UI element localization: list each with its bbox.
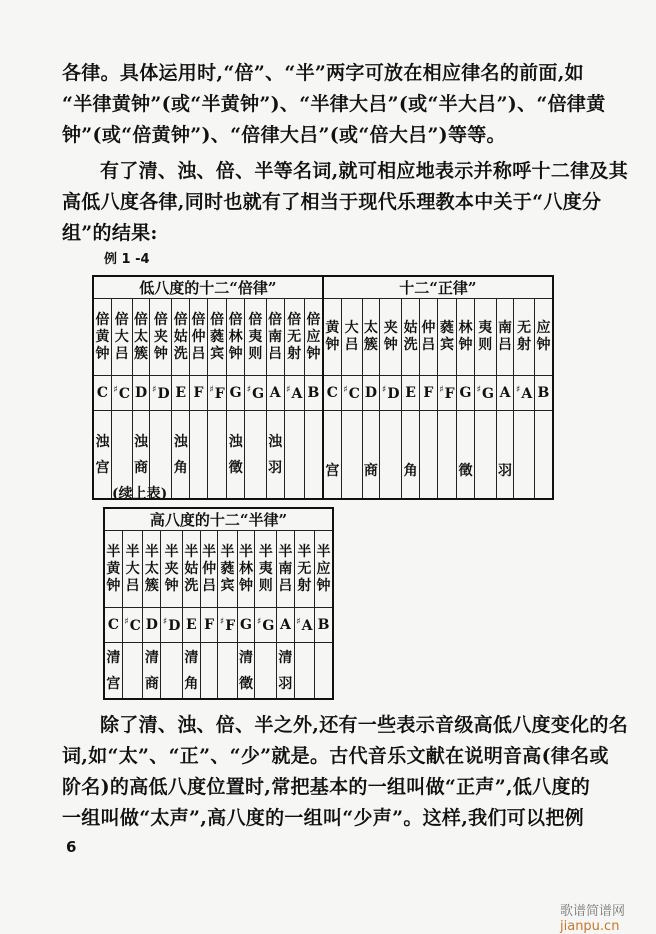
pitch-name: 倍夷则	[248, 311, 263, 362]
pitch-name: 夹钟	[383, 320, 398, 353]
note-cell	[227, 376, 245, 411]
note-cell	[362, 376, 380, 411]
note-cell	[207, 376, 226, 411]
pitch-name: 夷则	[478, 320, 493, 353]
note-cell	[266, 376, 284, 411]
note-cell	[457, 376, 475, 411]
note-letter: G	[262, 617, 275, 634]
pitch-name-cell	[172, 299, 190, 376]
degree-char: 羽	[268, 459, 283, 476]
degree-cell	[496, 411, 514, 500]
note-letter: F	[214, 385, 225, 402]
degree-cell	[305, 411, 323, 500]
degree-cell	[183, 643, 201, 700]
pitch-name: 半黄钟	[106, 543, 121, 594]
note-letter: B	[317, 617, 330, 633]
degree-cell	[207, 411, 226, 500]
sharp-sign: ♯	[124, 616, 129, 627]
pitch-name: 蕤宾	[439, 320, 454, 353]
degree-char: 角	[184, 675, 199, 692]
pitch-name: 半仲吕	[202, 543, 217, 594]
pitch-name-cell	[218, 531, 237, 608]
sharp-sign: ♯	[209, 384, 214, 395]
degree-cell	[437, 411, 456, 500]
degree-char: 宫	[95, 459, 110, 476]
pitch-name-cell	[362, 299, 380, 376]
degree-cell	[200, 643, 218, 700]
pitch-name-cell	[534, 299, 553, 376]
note-cell	[323, 376, 341, 411]
sharp-sign: ♯	[382, 384, 387, 395]
pitch-name-cell	[457, 299, 475, 376]
degree-char: 角	[173, 459, 188, 476]
watermark	[560, 900, 656, 934]
pitch-name-cell	[315, 531, 333, 608]
pitch-name: 仲吕	[421, 320, 436, 353]
sharp-sign: ♯	[219, 616, 225, 627]
note-cell	[437, 376, 456, 411]
note-cell	[284, 376, 304, 411]
degree-char: 羽	[498, 462, 513, 479]
note-letter: D	[157, 385, 170, 402]
pitch-name-cell	[143, 531, 161, 608]
degree-char: 宫	[106, 675, 121, 692]
note-letter: D	[134, 385, 148, 401]
pitch-name: 倍无射	[287, 311, 302, 362]
table-low-and-main-octave	[92, 275, 554, 500]
note-cell	[122, 608, 143, 643]
note-letter: C	[118, 385, 131, 402]
pitch-name: 南吕	[498, 320, 513, 353]
degree-char: 浊	[228, 433, 243, 450]
pitch-name: 半林钟	[239, 543, 254, 594]
degree-char: 商	[144, 675, 159, 692]
note-letter: G	[459, 385, 472, 401]
watermark-site: 歌谱简谱网	[560, 904, 626, 919]
note-letter: G	[229, 385, 242, 401]
pitch-name: 半太簇	[144, 543, 159, 594]
pitch-name-cell	[420, 299, 438, 376]
note-cell	[93, 376, 111, 411]
sharp-sign: ♯	[152, 384, 157, 395]
text-line: 各律。具体运用时,“倍”、“半”两字可放在相应律名的前面,如	[62, 62, 584, 84]
degree-cell	[341, 411, 362, 500]
note-letter: E	[186, 617, 197, 633]
pitch-name: 半无射	[297, 543, 312, 594]
pitch-name-cell	[190, 299, 208, 376]
degree-char: 羽	[278, 675, 293, 692]
text-line: 阶名)的高低八度位置时,常把基本的一组叫做“正声”,低八度的	[62, 776, 591, 798]
pitch-name-cell	[305, 299, 323, 376]
degree-cell	[284, 411, 304, 500]
note-letter: A	[279, 617, 291, 633]
degree-char: 清	[184, 649, 199, 666]
header-high-octave: 高八度的十二“半律”	[104, 508, 333, 531]
pitch-name-cell	[93, 299, 111, 376]
text-line: 高低八度各律,同时也就有了相当于现代乐理教本中关于“八度分	[62, 191, 602, 213]
note-cell	[218, 608, 237, 643]
note-letter: F	[204, 617, 215, 633]
pitch-name-cell	[341, 299, 362, 376]
degree-char: 徵	[228, 459, 243, 476]
degree-char: 清	[278, 649, 293, 666]
paragraph-3	[62, 710, 629, 834]
note-letter: F	[444, 385, 455, 402]
pitch-name: 倍夹钟	[153, 311, 168, 362]
pitch-name: 应钟	[536, 320, 551, 353]
pitch-name-cell	[323, 299, 341, 376]
text-line: 除了清、浊、倍、半之外,还有一些表示音级高低八度变化的名	[100, 714, 629, 736]
note-cell	[380, 376, 402, 411]
degree-cell	[294, 643, 314, 700]
pitch-name-cell	[474, 299, 496, 376]
note-letter: F	[193, 385, 204, 401]
degree-cell	[323, 411, 341, 500]
degree-cell	[190, 411, 208, 500]
note-cell	[496, 376, 514, 411]
note-letter: E	[405, 385, 416, 401]
degree-char: 浊	[268, 433, 283, 450]
page-number: 6	[66, 838, 77, 856]
degree-cell	[474, 411, 496, 500]
note-letter: C	[129, 617, 141, 634]
pitch-name: 倍蕤宾	[210, 311, 225, 362]
degree-char: 浊	[173, 433, 188, 450]
pitch-name: 倍南吕	[268, 311, 283, 362]
paragraph-1	[62, 58, 606, 151]
note-letter: F	[423, 385, 434, 401]
note-cell	[402, 376, 420, 411]
note-letter: C	[348, 385, 360, 402]
degree-char: 清	[106, 649, 121, 666]
note-letter: G	[240, 617, 253, 633]
text-line: 有了清、浊、倍、半等名词,就可相应地表示并称呼十二律及其	[100, 160, 629, 182]
sharp-sign: ♯	[296, 616, 301, 627]
note-letter: C	[107, 617, 119, 633]
degree-char: 徵	[458, 462, 473, 479]
degree-cell	[218, 643, 237, 700]
pitch-name-cell	[496, 299, 514, 376]
note-letter: A	[301, 617, 313, 634]
degree-cell	[380, 411, 402, 500]
sharp-sign: ♯	[516, 384, 521, 395]
note-letter: D	[387, 385, 400, 402]
note-cell	[315, 608, 333, 643]
pitch-name-cell	[255, 531, 277, 608]
degree-cell	[277, 643, 295, 700]
degree-cell	[534, 411, 553, 500]
pitch-name: 黄钟	[325, 320, 340, 353]
pitch-name-cell	[245, 299, 267, 376]
pitch-name: 半夷则	[258, 543, 273, 594]
note-cell	[474, 376, 496, 411]
pitch-name-cell	[207, 299, 226, 376]
table-high-octave	[103, 507, 334, 700]
degree-cell	[237, 643, 255, 700]
note-letter: A	[499, 385, 511, 401]
degree-char: 角	[403, 462, 418, 479]
pitch-name: 林钟	[458, 320, 473, 353]
degree-char: 浊	[134, 433, 149, 450]
pitch-name-cell	[183, 531, 201, 608]
note-cell	[255, 608, 277, 643]
pitch-name-cell	[284, 299, 304, 376]
pitch-name-cell	[132, 299, 150, 376]
degree-cell	[266, 411, 284, 500]
sharp-sign: ♯	[162, 616, 168, 627]
pitch-name-cell	[437, 299, 456, 376]
note-letter: C	[326, 385, 338, 401]
pitch-name-cell	[294, 531, 314, 608]
note-letter: F	[225, 617, 236, 634]
pitch-name-cell	[514, 299, 534, 376]
note-cell	[305, 376, 323, 411]
note-letter: G	[481, 385, 494, 402]
degree-cell	[172, 411, 190, 500]
degree-cell	[104, 643, 122, 700]
text-line: 词,如“太”、“正”、“少”就是。古代音乐文献在说明音高(律名或	[62, 745, 609, 767]
continued-label: (续上表)	[112, 486, 168, 502]
pitch-name-cell	[150, 299, 172, 376]
pitch-name-cell	[161, 531, 183, 608]
degree-cell	[315, 643, 333, 700]
degree-char: 商	[134, 459, 149, 476]
sharp-sign: ♯	[343, 384, 348, 395]
degree-cell	[255, 643, 277, 700]
note-cell	[294, 608, 314, 643]
text-line: 一组叫做“太声”,高八度的一组叫“少声”。这样,我们可以把例	[62, 807, 584, 829]
pitch-name: 倍大吕	[114, 311, 129, 362]
note-cell	[420, 376, 438, 411]
degree-char: 徵	[239, 675, 254, 692]
example-label: 例 1 -4	[104, 252, 150, 267]
pitch-name-cell	[277, 531, 295, 608]
note-cell	[161, 608, 183, 643]
note-letter: D	[168, 617, 181, 634]
degree-char: 浊	[95, 433, 110, 450]
degree-cell	[122, 643, 143, 700]
note-letter: C	[96, 385, 109, 401]
degree-char: 宫	[325, 462, 340, 479]
pitch-name-cell	[111, 299, 132, 376]
note-cell	[183, 608, 201, 643]
note-letter: E	[175, 385, 187, 401]
degree-cell	[227, 411, 245, 500]
degree-cell	[457, 411, 475, 500]
header-main-octave: 十二“正律”	[323, 276, 553, 299]
note-cell	[172, 376, 190, 411]
pitch-name: 半姑洗	[184, 543, 199, 594]
pitch-name: 倍仲吕	[191, 311, 206, 362]
note-cell	[132, 376, 150, 411]
note-cell	[111, 376, 132, 411]
degree-char: 商	[363, 462, 378, 479]
pitch-name: 大吕	[344, 320, 359, 353]
text-line: 钟”(或“倍黄钟”)、“倍律大吕”(或“倍大吕”)等等。	[62, 124, 506, 146]
degree-cell	[143, 643, 161, 700]
note-cell	[150, 376, 172, 411]
degree-cell	[245, 411, 267, 500]
pitch-name-cell	[122, 531, 143, 608]
note-cell	[514, 376, 534, 411]
note-cell	[534, 376, 553, 411]
note-cell	[245, 376, 267, 411]
text-line: “半律黄钟”(或“半黄钟”)、“半律大吕”(或“半大吕”)、“倍律黄	[62, 93, 606, 115]
pitch-name: 倍黄钟	[95, 311, 110, 362]
pitch-name-cell	[402, 299, 420, 376]
degree-cell	[161, 643, 183, 700]
pitch-name: 太簇	[363, 320, 378, 353]
pitch-name: 姑洗	[403, 320, 418, 353]
note-cell	[190, 376, 208, 411]
pitch-name: 半蕤宾	[220, 543, 235, 594]
sharp-sign: ♯	[286, 384, 291, 395]
degree-cell	[420, 411, 438, 500]
pitch-name-cell	[237, 531, 255, 608]
note-letter: B	[307, 385, 320, 401]
note-cell	[200, 608, 218, 643]
degree-char: 清	[144, 649, 159, 666]
degree-cell	[514, 411, 534, 500]
pitch-name: 倍太簇	[134, 311, 149, 362]
pitch-name: 倍应钟	[306, 311, 321, 362]
pitch-name: 半应钟	[316, 543, 331, 594]
note-cell	[237, 608, 255, 643]
note-letter: G	[252, 385, 265, 402]
pitch-name: 半大吕	[125, 543, 140, 594]
pitch-name: 无射	[517, 320, 532, 353]
degree-cell	[402, 411, 420, 500]
note-letter: B	[537, 385, 550, 401]
degree-char: 清	[239, 649, 254, 666]
pitch-name: 倍林钟	[228, 311, 243, 362]
text-line: 组”的结果:	[62, 222, 158, 244]
sharp-sign: ♯	[246, 384, 252, 395]
pitch-name-cell	[104, 531, 122, 608]
note-letter: D	[364, 385, 377, 401]
pitch-name-cell	[380, 299, 402, 376]
pitch-name: 半南吕	[278, 543, 293, 594]
pitch-name: 倍姑洗	[173, 311, 188, 362]
note-letter: D	[145, 617, 158, 633]
note-cell	[143, 608, 161, 643]
note-cell	[104, 608, 122, 643]
note-cell	[341, 376, 362, 411]
pitch-name-cell	[200, 531, 218, 608]
sharp-sign: ♯	[476, 384, 481, 395]
degree-cell	[93, 411, 111, 500]
degree-cell	[362, 411, 380, 500]
pitch-name: 半夹钟	[164, 543, 179, 594]
header-low-octave: 低八度的十二“倍律”	[93, 276, 323, 299]
sharp-sign: ♯	[257, 616, 262, 627]
sharp-sign: ♯	[113, 384, 118, 395]
note-cell	[277, 608, 295, 643]
watermark-url: jianpu.cn	[560, 919, 620, 934]
paragraph-2	[62, 156, 629, 249]
note-letter: A	[521, 385, 533, 402]
pitch-name-cell	[227, 299, 245, 376]
pitch-name-cell	[266, 299, 284, 376]
note-letter: A	[291, 385, 303, 402]
note-letter: A	[269, 385, 281, 401]
sharp-sign: ♯	[439, 384, 444, 395]
